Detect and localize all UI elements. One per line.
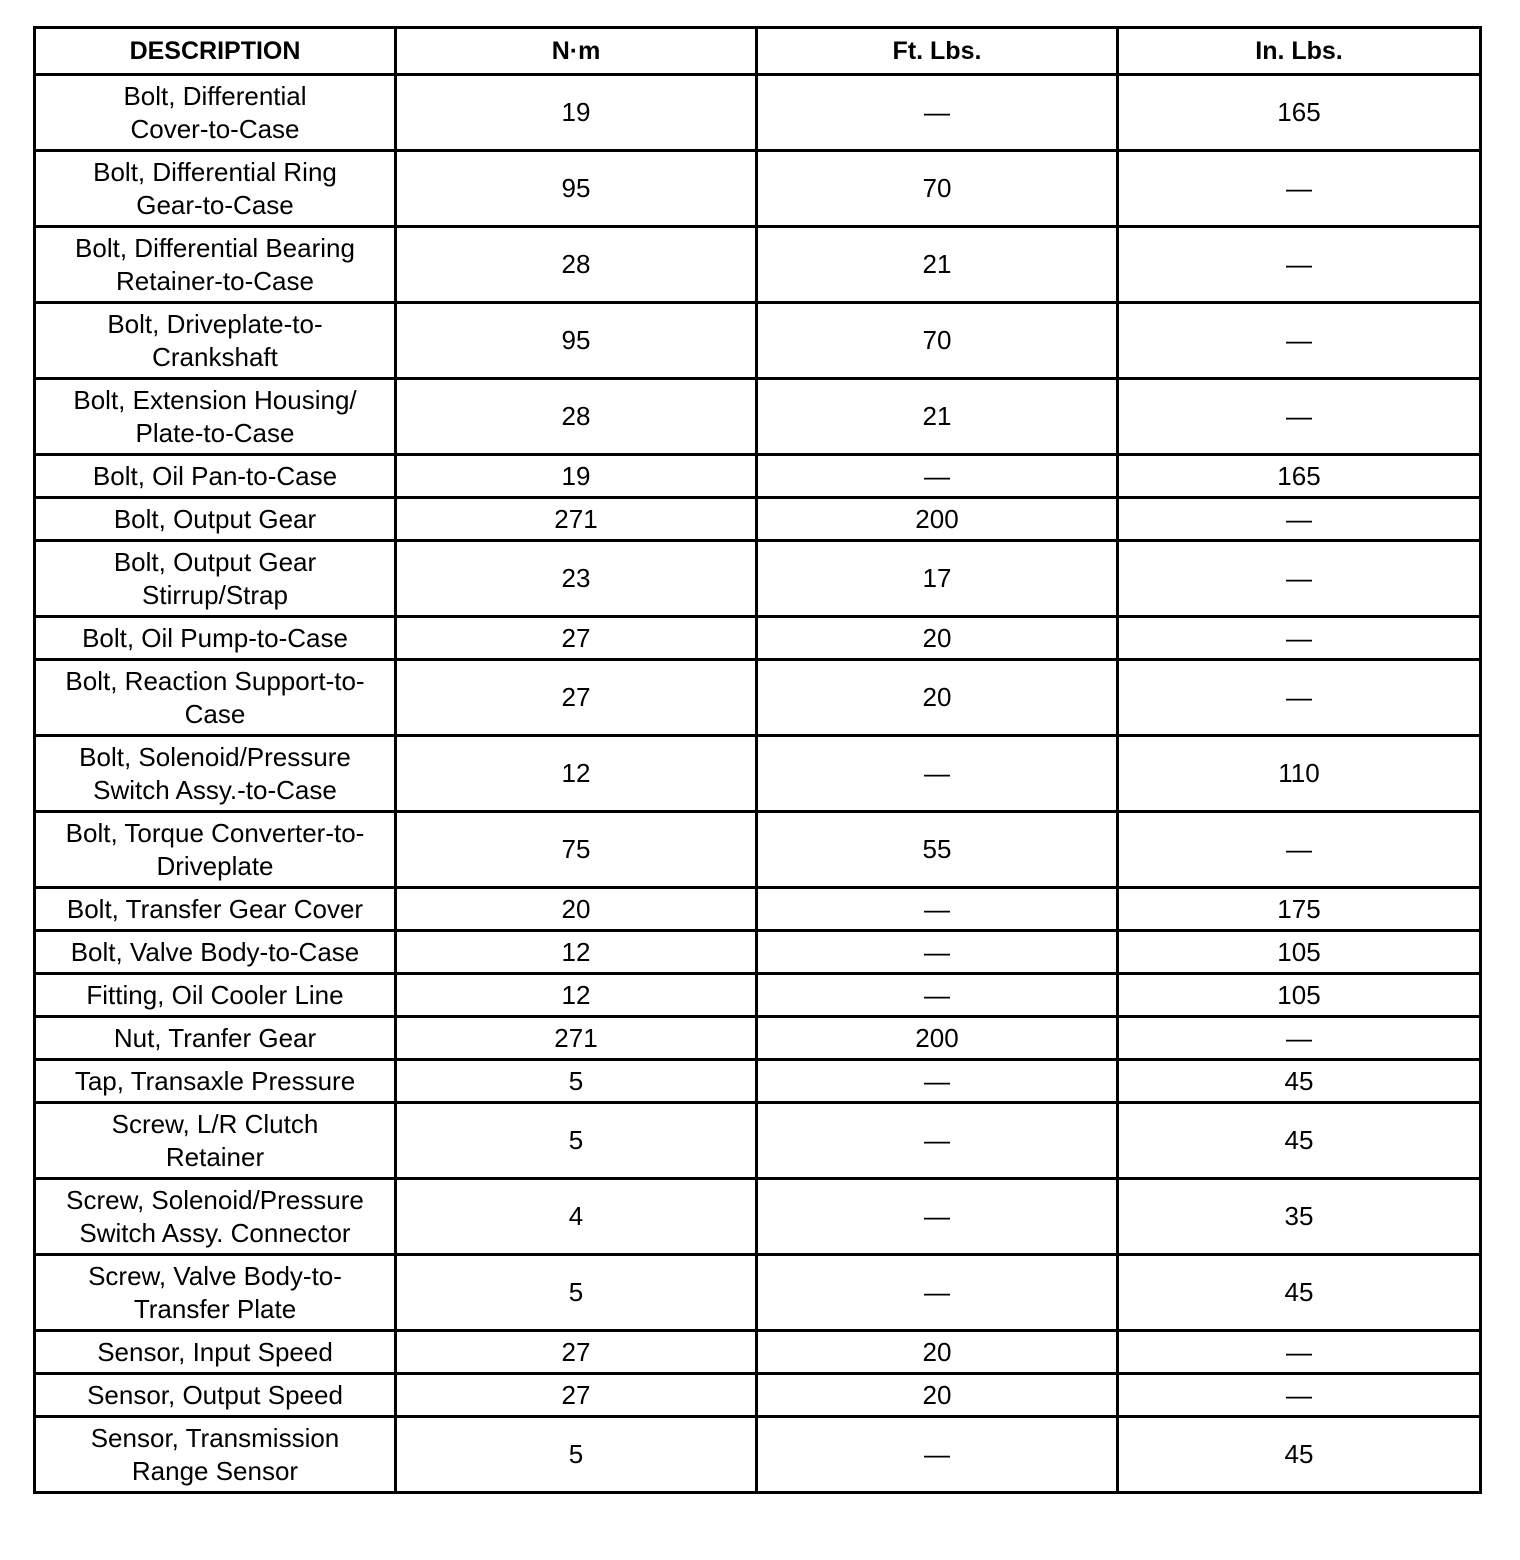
- description-cell: [35, 498, 396, 541]
- in-lbs-value-cell: —: [1118, 812, 1481, 888]
- description-line: Sensor, Transmission: [90, 1422, 340, 1453]
- description-cell: [35, 1103, 396, 1179]
- description-line: Cover-to-Case: [130, 113, 300, 144]
- description-cell: [35, 541, 396, 617]
- description-cell: [35, 75, 396, 151]
- ft-lbs-value-cell: —: [757, 974, 1118, 1017]
- nm-value-cell: 20: [396, 888, 757, 931]
- in-lbs-value-cell: 110: [1118, 736, 1481, 812]
- description-cell: [35, 736, 396, 812]
- description-line: Screw, Solenoid/Pressure: [66, 1184, 364, 1215]
- table-row: [35, 617, 1481, 660]
- description-line: Bolt, Output Gear: [113, 546, 317, 577]
- description-line: Driveplate: [156, 850, 274, 881]
- description-cell: [35, 812, 396, 888]
- in-lbs-value-cell: —: [1118, 1017, 1481, 1060]
- in-lbs-value-cell: —: [1118, 227, 1481, 303]
- table-row: [35, 1060, 1481, 1103]
- description-cell: [35, 1017, 396, 1060]
- nm-value-cell: 271: [396, 498, 757, 541]
- table-row: [35, 541, 1481, 617]
- nm-value-cell: 28: [396, 379, 757, 455]
- description-line: Range Sensor: [131, 1455, 299, 1486]
- table-row: [35, 931, 1481, 974]
- description-line: Bolt, Output Gear: [113, 503, 317, 534]
- description-cell: [35, 1374, 396, 1417]
- description-line: Stirrup/Strap: [142, 579, 288, 610]
- ft-lbs-value-cell: 55: [757, 812, 1118, 888]
- in-lbs-value-cell: —: [1118, 151, 1481, 227]
- nm-value-cell: 19: [396, 455, 757, 498]
- in-lbs-value-cell: 175: [1118, 888, 1481, 931]
- ft-lbs-value-cell: —: [757, 1103, 1118, 1179]
- in-lbs-value-cell: 105: [1118, 974, 1481, 1017]
- in-lbs-value-cell: —: [1118, 660, 1481, 736]
- nm-value-cell: 12: [396, 974, 757, 1017]
- nm-value-cell: 271: [396, 1017, 757, 1060]
- ft-lbs-value-cell: —: [757, 1417, 1118, 1493]
- nm-value-cell: 28: [396, 227, 757, 303]
- nm-value-cell: 27: [396, 660, 757, 736]
- in-lbs-value-cell: 45: [1118, 1103, 1481, 1179]
- table-row: [35, 303, 1481, 379]
- nm-value-cell: 95: [396, 151, 757, 227]
- description-line: Bolt, Transfer Gear Cover: [66, 893, 364, 924]
- header-row: [35, 28, 1481, 75]
- table-row: [35, 660, 1481, 736]
- description-line: Bolt, Reaction Support-to-: [65, 665, 365, 696]
- description-cell: [35, 227, 396, 303]
- in-lbs-value-cell: —: [1118, 617, 1481, 660]
- in-lbs-value-cell: —: [1118, 541, 1481, 617]
- in-lbs-value-cell: 165: [1118, 75, 1481, 151]
- ft-lbs-value-cell: 70: [757, 303, 1118, 379]
- ft-lbs-value-cell: 20: [757, 617, 1118, 660]
- description-cell: [35, 888, 396, 931]
- description-cell: [35, 1255, 396, 1331]
- in-lbs-value-cell: 165: [1118, 455, 1481, 498]
- table-row: [35, 1417, 1481, 1493]
- ft-lbs-value-cell: 200: [757, 498, 1118, 541]
- in-lbs-value-cell: —: [1118, 1331, 1481, 1374]
- description-line: Bolt, Torque Converter-to-: [65, 817, 365, 848]
- nm-value-cell: 95: [396, 303, 757, 379]
- description-line: Bolt, Oil Pump-to-Case: [82, 622, 348, 653]
- table-row: [35, 498, 1481, 541]
- header-nm: N·m: [396, 28, 757, 75]
- description-line: Bolt, Differential Bearing: [75, 232, 355, 263]
- description-line: Gear-to-Case: [136, 189, 294, 220]
- header-ft-lbs: Ft. Lbs.: [757, 28, 1118, 75]
- ft-lbs-value-cell: 21: [757, 379, 1118, 455]
- description-line: Sensor, Input Speed: [97, 1336, 333, 1367]
- nm-value-cell: 23: [396, 541, 757, 617]
- table-row: [35, 75, 1481, 151]
- ft-lbs-value-cell: 200: [757, 1017, 1118, 1060]
- description-line: Bolt, Extension Housing/: [73, 384, 357, 415]
- nm-value-cell: 5: [396, 1060, 757, 1103]
- ft-lbs-value-cell: —: [757, 75, 1118, 151]
- description-line: Tap, Transaxle Pressure: [74, 1065, 356, 1096]
- nm-value-cell: 5: [396, 1417, 757, 1493]
- nm-value-cell: 12: [396, 736, 757, 812]
- ft-lbs-value-cell: —: [757, 736, 1118, 812]
- nm-value-cell: 19: [396, 75, 757, 151]
- nm-value-cell: 27: [396, 1374, 757, 1417]
- torque-spec-table: [33, 26, 1482, 1494]
- table-row: [35, 812, 1481, 888]
- ft-lbs-value-cell: 17: [757, 541, 1118, 617]
- ft-lbs-value-cell: —: [757, 1060, 1118, 1103]
- table-row: [35, 1374, 1481, 1417]
- ft-lbs-value-cell: 20: [757, 660, 1118, 736]
- table-row: [35, 1179, 1481, 1255]
- description-cell: [35, 931, 396, 974]
- description-line: Fitting, Oil Cooler Line: [86, 979, 344, 1010]
- ft-lbs-value-cell: —: [757, 1179, 1118, 1255]
- in-lbs-value-cell: —: [1118, 498, 1481, 541]
- nm-value-cell: 27: [396, 617, 757, 660]
- description-line: Bolt, Oil Pan-to-Case: [92, 460, 338, 491]
- description-line: Transfer Plate: [133, 1293, 297, 1324]
- description-line: Bolt, Differential Ring: [93, 156, 337, 187]
- table-row: [35, 151, 1481, 227]
- description-line: Bolt, Differential: [123, 80, 307, 111]
- header-in-lbs: In. Lbs.: [1118, 28, 1481, 75]
- table-row: [35, 227, 1481, 303]
- description-line: Retainer-to-Case: [116, 265, 314, 296]
- table-row: [35, 1331, 1481, 1374]
- in-lbs-value-cell: —: [1118, 1374, 1481, 1417]
- description-line: Retainer: [165, 1141, 265, 1172]
- table-row: [35, 888, 1481, 931]
- nm-value-cell: 27: [396, 1331, 757, 1374]
- description-line: Case: [184, 698, 246, 729]
- description-cell: [35, 1060, 396, 1103]
- description-line: Switch Assy. Connector: [79, 1217, 351, 1248]
- description-cell: [35, 1417, 396, 1493]
- nm-value-cell: 5: [396, 1255, 757, 1331]
- description-line: Switch Assy.-to-Case: [93, 774, 337, 805]
- description-line: Bolt, Driveplate-to-: [107, 308, 323, 339]
- ft-lbs-value-cell: 70: [757, 151, 1118, 227]
- table-row: [35, 1255, 1481, 1331]
- in-lbs-value-cell: 45: [1118, 1417, 1481, 1493]
- nm-value-cell: 12: [396, 931, 757, 974]
- ft-lbs-value-cell: —: [757, 455, 1118, 498]
- table-row: [35, 1017, 1481, 1060]
- description-line: Screw, Valve Body-to-: [88, 1260, 342, 1291]
- ft-lbs-value-cell: —: [757, 931, 1118, 974]
- nm-value-cell: 4: [396, 1179, 757, 1255]
- in-lbs-value-cell: 45: [1118, 1255, 1481, 1331]
- description-cell: [35, 151, 396, 227]
- description-line: Bolt, Valve Body-to-Case: [70, 936, 360, 967]
- description-cell: [35, 1179, 396, 1255]
- description-cell: [35, 660, 396, 736]
- description-cell: [35, 974, 396, 1017]
- nm-value-cell: 75: [396, 812, 757, 888]
- ft-lbs-value-cell: —: [757, 1255, 1118, 1331]
- description-cell: [35, 455, 396, 498]
- table-row: [35, 455, 1481, 498]
- description-line: Screw, L/R Clutch: [111, 1108, 319, 1139]
- ft-lbs-value-cell: 20: [757, 1331, 1118, 1374]
- table-row: [35, 974, 1481, 1017]
- ft-lbs-value-cell: —: [757, 888, 1118, 931]
- ft-lbs-value-cell: 20: [757, 1374, 1118, 1417]
- description-line: Nut, Tranfer Gear: [113, 1022, 317, 1053]
- table-row: [35, 379, 1481, 455]
- description-cell: [35, 379, 396, 455]
- in-lbs-value-cell: 35: [1118, 1179, 1481, 1255]
- nm-value-cell: 5: [396, 1103, 757, 1179]
- in-lbs-value-cell: —: [1118, 303, 1481, 379]
- in-lbs-value-cell: 45: [1118, 1060, 1481, 1103]
- in-lbs-value-cell: 105: [1118, 931, 1481, 974]
- description-line: Bolt, Solenoid/Pressure: [79, 741, 351, 772]
- header-description: DESCRIPTION: [35, 28, 396, 75]
- table-row: [35, 736, 1481, 812]
- table-row: [35, 1103, 1481, 1179]
- description-cell: [35, 1331, 396, 1374]
- description-line: Plate-to-Case: [135, 417, 295, 448]
- ft-lbs-value-cell: 21: [757, 227, 1118, 303]
- description-line: Sensor, Output Speed: [87, 1379, 343, 1410]
- description-line: Crankshaft: [152, 341, 278, 372]
- in-lbs-value-cell: —: [1118, 379, 1481, 455]
- description-cell: [35, 303, 396, 379]
- table-body: [35, 75, 1481, 1493]
- description-cell: [35, 617, 396, 660]
